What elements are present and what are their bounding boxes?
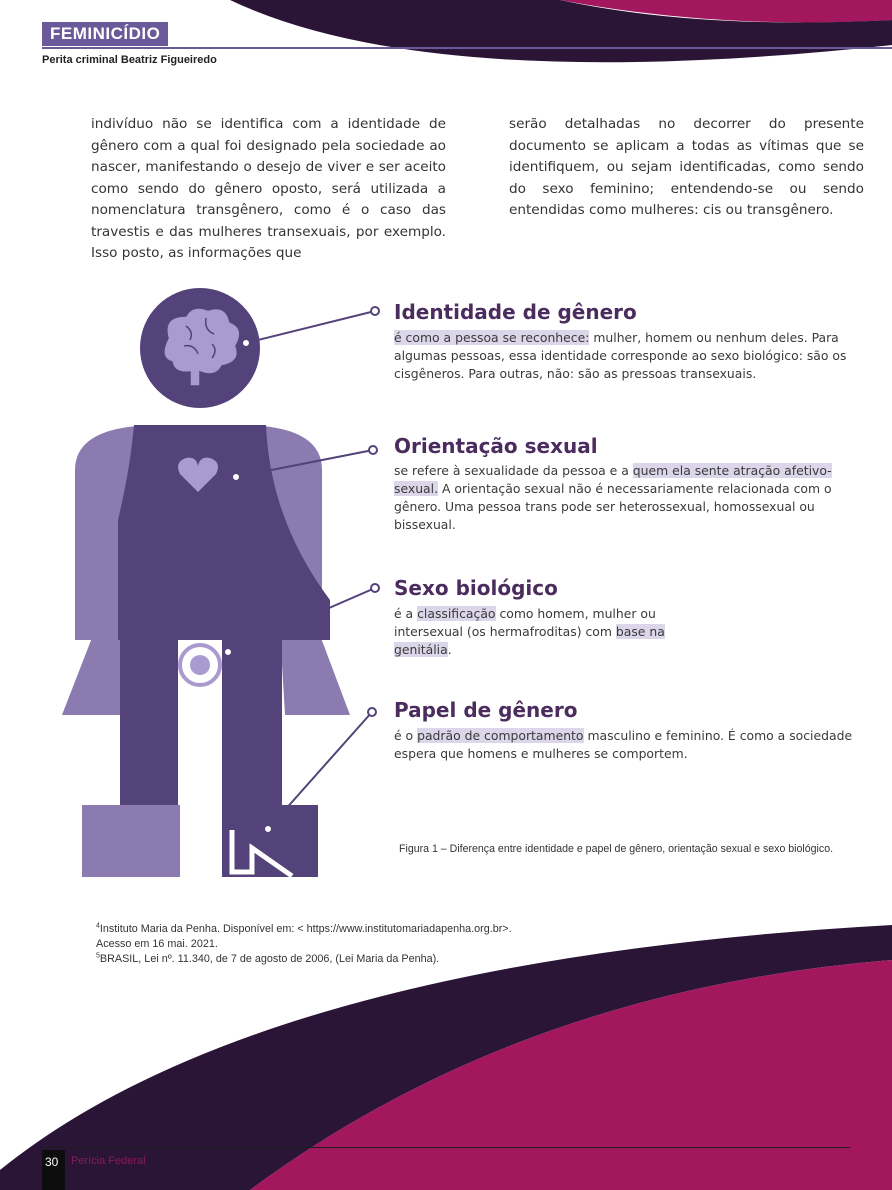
text-papel-intro: é o [394,728,418,743]
title-identidade: Identidade de gênero [394,300,637,324]
cape-right [280,630,350,715]
text-sexo-end: . [447,642,452,657]
foot-right [222,805,318,877]
target-icon [180,645,220,685]
highlight-sexo-2: base na genitália [394,624,665,657]
body-column-left: indivíduo não se identifica com a identidade de gênero com a qual foi designado pela sociedade ao nascer, manifestando o desejo de viver e ser aceito como sendo do gênero oposto, será utilizada a nomenclatura transgênero, como é o caso das travestis e das mulheres transexuais, por exemplo. Isso posto, as informações que [91,116,446,261]
highlight-identidade: é como a pessoa se reconhece: [394,330,590,345]
author-name: Perita criminal Beatriz Figueiredo [42,54,217,66]
highlight-papel: padrão de comportamento [417,728,584,743]
cape-left [62,630,120,715]
highlight-sexo-1: classificação [417,606,496,621]
footnote-5: $^5$BRASIL, Lei nº. 11.340, de 7 de agosto de 2006, (Lei Maria da Penha). [96,952,440,965]
page-number: 30 [45,1155,59,1169]
figure-caption: Figura 1 – Diferença entre identidade e papel de gênero, orientação sexual e sexo biológico. [399,843,834,855]
magazine-name: Perícia Federal [71,1155,146,1167]
title-orientacao: Orientação sexual [394,434,598,458]
leg-right [222,640,282,805]
text-orientacao-body: A orientação sexual não é necessariamente relacionada com o gênero. Uma pessoa trans pode ser heterossexual, homossexual ou bissexual. [394,481,832,532]
text-papel-body: masculino e feminino. É como a sociedade espera que homens e mulheres se comportem. [394,728,853,761]
text-sexo [394,605,724,659]
title-sexo: Sexo biológico [394,576,558,600]
footer-rule [42,1147,850,1148]
text-identidade [394,329,864,383]
foot-left [82,805,180,877]
text-sexo-mid: como homem, mulher ou intersexual (os hermafroditas) com [394,606,656,639]
text-orientacao-intro: se refere à sexualidade da pessoa e a [394,463,633,478]
text-papel [394,727,854,763]
leg-left [120,640,178,805]
text-orientacao [394,462,864,534]
text-sexo-intro: é a [394,606,418,621]
text-identidade-body: mulher, homem ou nenhum deles. Para algumas pessoas, essa identidade corresponde ao sexo biológico: são os cisgêneros. Para outras, não: são as pressoas transexuais. [394,330,847,381]
footnote-4-access: Acesso em 16 mai. 2021. [96,938,218,950]
footnote-4: $^4$Instituto Maria da Penha. Disponível em: < https://www.institutomariadapenha.org.br>. [96,922,512,935]
highlight-orientacao: quem ela sente atração afetivo-sexual. [394,463,832,496]
body-column-right: serão detalhadas no decorrer do presente documento se aplicam a todas as vítimas que se identifiquem, ou sejam identificadas, como sendo do sexo feminino; entendendo-se ou sendo entendidas como mulheres: cis ou transgênero. [509,116,864,218]
title-papel: Papel de gênero [394,698,578,722]
footnotes [96,922,512,967]
section-tag: FEMINICÍDIO [42,22,168,46]
